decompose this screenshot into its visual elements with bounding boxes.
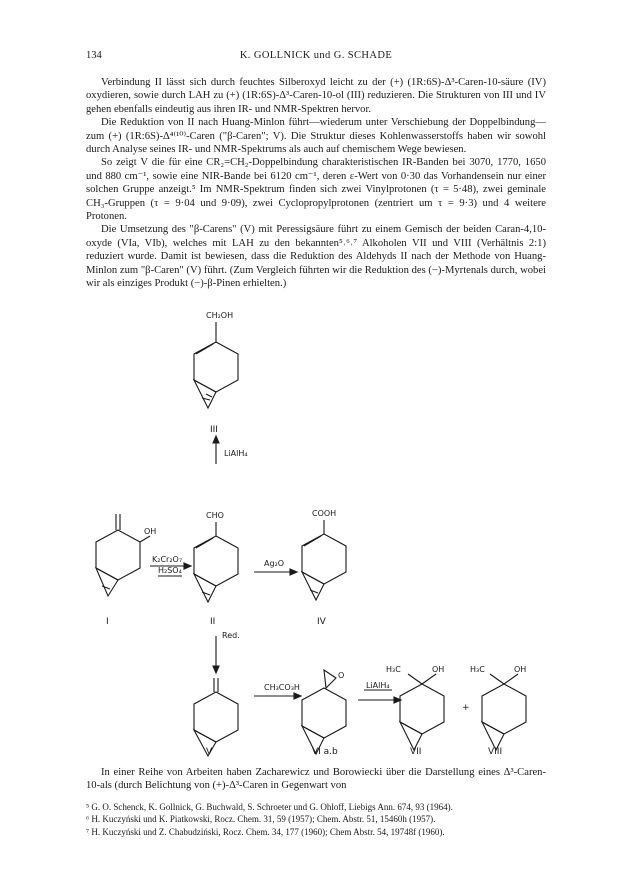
structure-II xyxy=(194,522,238,602)
footnote-6: ⁶ H. Kuczyński und K. Piatkowski, Rocz. Chem. 31, 59 (1957); Chem. Abstr. 51, 15460h (1957). xyxy=(86,814,436,825)
compound-label-VI: VI a.b xyxy=(312,747,338,757)
label-acid: H₂SO₄ xyxy=(158,566,182,575)
label-ag2o: Ag₂O xyxy=(264,559,285,568)
structure-III xyxy=(194,322,238,408)
label-oxidant: K₂Cr₂O₇ xyxy=(152,555,183,564)
label-cooh: COOH xyxy=(312,509,337,518)
structure-IV xyxy=(302,520,346,600)
paragraph-3: So zeigt V die für eine CR₂=CH₂-Doppelbindung charakteristischen IR-Banden bei 3070, 1770, 1650 und 880 cm⁻¹, sowie eine NIR-Bande bei 6120 cm⁻¹, deren ε-Wert von 0·30 das Vorhandensein nur einer solchen Gruppe anzeigt.⁵ Im NMR-Spektrum finden sich zwei Vinylprotonen (τ = 5·48), zwei geminale CH₃-Gruppen (τ = 9·04 und 9·09), zwei Cyclopropylprotonen (zentriert um τ = 9·3) und 4 weitere Protonen. xyxy=(86,157,546,223)
footnotes xyxy=(86,801,556,838)
paragraph-1: Verbindung II lässt sich durch feuchtes Silberoxyd leicht zu der (+) (1R:6S)-Δ³-Caren-10-säure (IV) oxydieren, sowie durch LAH zu (+) (1R:6S)-Δ³-Caren-10-ol (III) reduzieren. Die Strukturen von III und IV gehen ebenfalls eindeutig aus ihren IR- und NMR-Spektren hervor. xyxy=(86,77,546,115)
structure-I xyxy=(96,514,150,596)
label-red: Red. xyxy=(222,631,240,640)
label-oh-i: OH xyxy=(144,527,157,536)
label-oh-viii: OH xyxy=(514,665,527,674)
footnote-7: ⁷ H. Kuczyński und Z. Chabudziński, Rocz. Chem. 34, 177 (1960); Chem Abstr. 54, 19748f (1960). xyxy=(86,826,445,837)
compound-label-II: II xyxy=(210,617,216,627)
compound-label-VII: VII xyxy=(410,747,422,757)
continuation-text xyxy=(86,766,546,793)
compound-label-IV: IV xyxy=(317,617,326,627)
footnote-5: ⁵ G. O. Schenck, K. Gollnick, G. Buchwald, S. Schroeter und G. Ohloff, Liebigs Ann. 674, 93 (1964). xyxy=(86,802,453,812)
label-lialh4-bottom: LiAlH₄ xyxy=(366,681,390,690)
reaction-scheme xyxy=(86,296,546,758)
structure-VI xyxy=(302,670,346,754)
paragraph-2: Die Reduktion von II nach Huang-Minlon führt—wiederum unter Verschiebung der Doppelbindung—zum (+) (1R:6S)-Δ⁴⁽¹⁰⁾-Caren ("β-Caren"; V). Die Struktur dieses Kohlenwasserstoffs haben wir sowohl durch Analyse seines IR- und NMR-Spektrums als auch auf chemischem Wege bewiesen. xyxy=(86,117,546,156)
label-cho: CHO xyxy=(206,511,224,520)
page-header xyxy=(86,50,546,66)
structure-VII xyxy=(400,674,444,750)
plus-sign: + xyxy=(462,703,470,713)
label-h3c-vii: H₃C xyxy=(386,665,401,674)
structure-V xyxy=(194,678,238,756)
label-peracid: CH₃CO₃H xyxy=(264,683,300,692)
compound-label-V: V xyxy=(206,747,213,757)
label-ch2oh: CH₂OH xyxy=(206,311,234,320)
compound-label-III: III xyxy=(210,425,218,435)
label-h3c-viii: H₃C xyxy=(470,665,485,674)
page-number: 134 xyxy=(86,50,102,61)
paragraph-4: Die Umsetzung des "β-Carens" (V) mit Peressigsäure führt zu einem Gemisch der beiden Caran-4,10-oxyde (VIa, VIb), welches mit LAH zu den bekannten⁵˒⁶˒⁷ Alkoholen VII und VIII (Verhältnis 2:1) reduziert wurde. Damit ist bewiesen, dass die Reduktion des Aldehyds II nach der Methode von Huang-Minlon zum "β-Caren" (V) führt. (Zum Vergleich führten wir die Reduktion des (−)-Myrtenals durch, wobei wir als einziges Produkt (−)-β-Pinen erhielten.) xyxy=(86,224,546,290)
running-head: K. GOLLNICK und G. SCHADE xyxy=(239,50,393,61)
paragraph-5: In einer Reihe von Arbeiten haben Zacharewicz und Borowiecki über die Darstellung eines Δ³-Caren-10-als (durch Belichtung von (+)-Δ³-Caren in Gegenwart von xyxy=(86,767,546,792)
label-oh-vii: OH xyxy=(432,665,445,674)
body-text xyxy=(86,76,546,291)
compound-label-I: I xyxy=(106,617,109,627)
label-epoxide-o: O xyxy=(338,671,345,680)
label-lialh4-top: LiAlH₄ xyxy=(224,449,248,458)
compound-label-VIII: VIII xyxy=(488,747,503,757)
structure-VIII xyxy=(482,674,526,750)
